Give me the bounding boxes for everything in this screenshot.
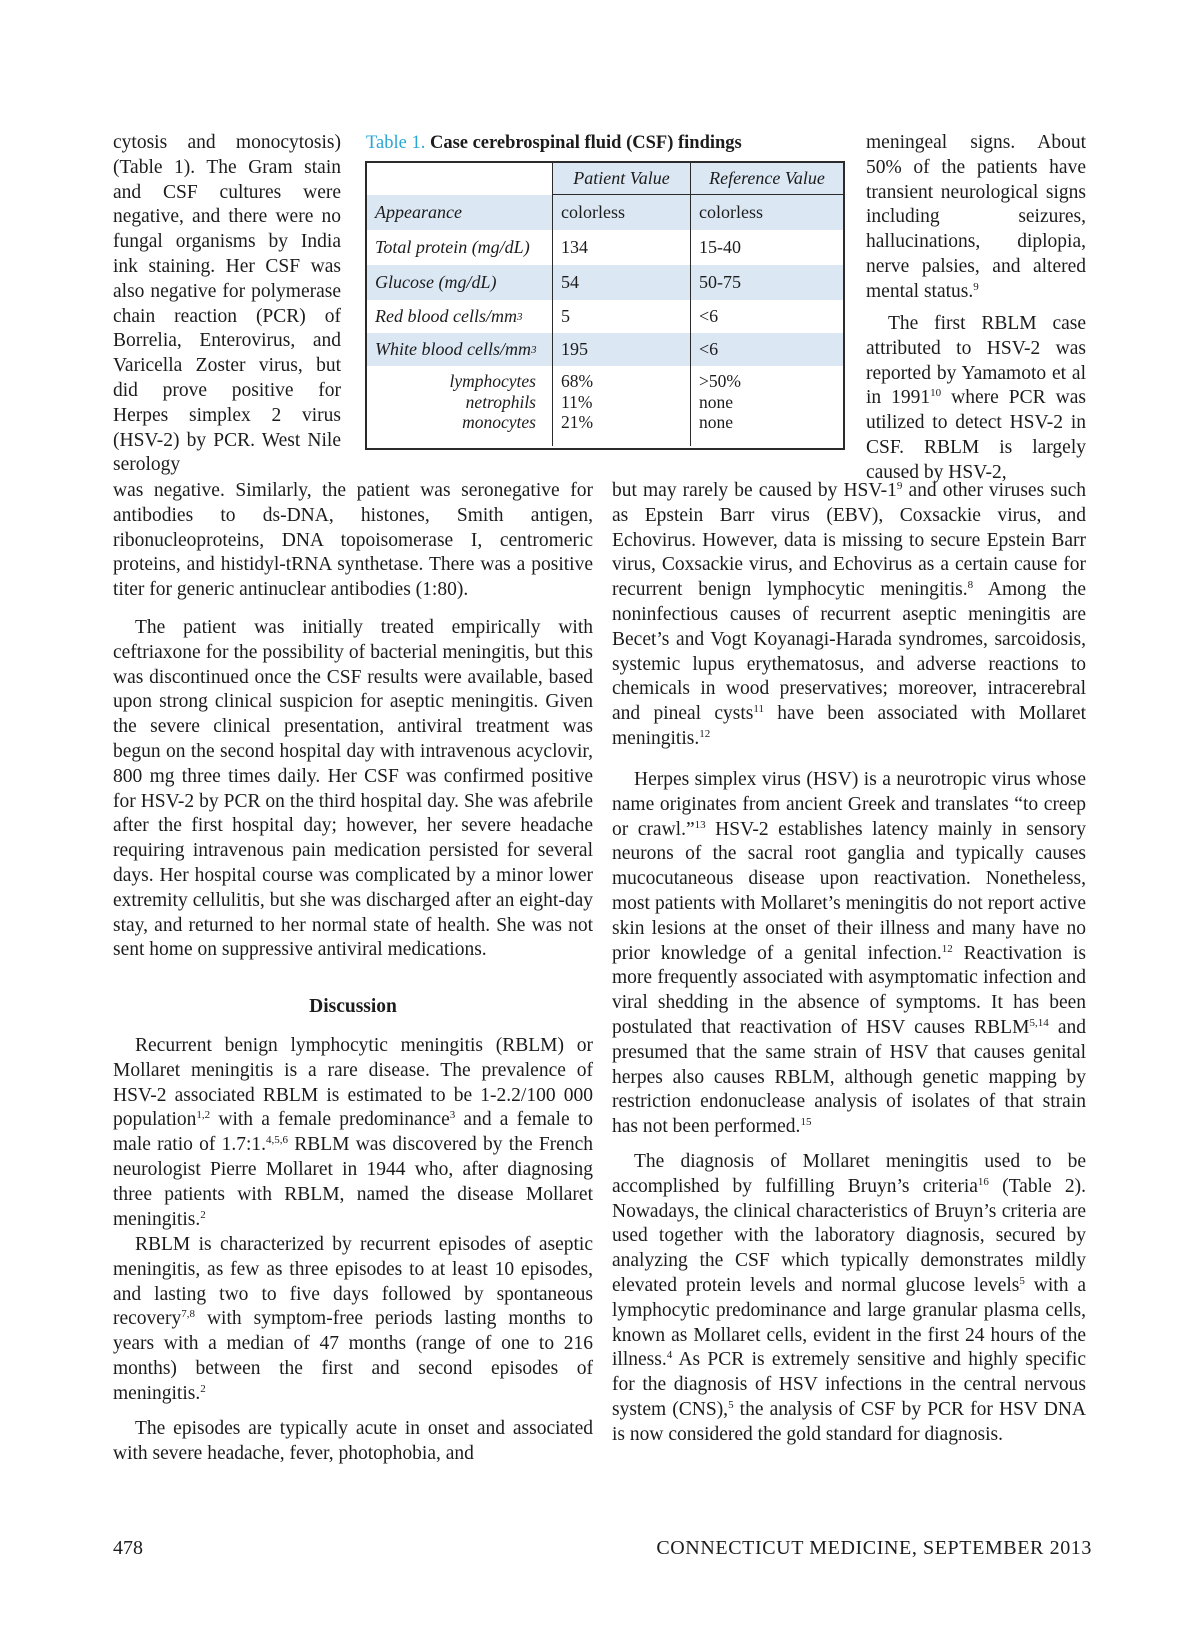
page-number: 478 [113, 1537, 143, 1559]
subrow-label: monocytes [462, 412, 536, 432]
table-row [367, 195, 843, 230]
row-label: Glucose (mg/dL) [375, 272, 497, 292]
subrow-patient: 11% [561, 391, 593, 412]
left-intro-wide: was negative. Similarly, the patient was seronegative for antibodies to ds-DNA, histones, Smith antigen, ribonucleoproteins, DNA topoisomerase I, centromeric proteins, and histidyl-tRNA synthetase. There was a positive titer for generic antinuclear antibodies (1:80). [113, 480, 593, 601]
row-patient: 134 [552, 230, 690, 265]
table-row [367, 230, 843, 265]
table-subrows [367, 366, 843, 446]
hsv-paragraph: Herpes simplex virus (HSV) is a neurotropic virus whose name originates from ancient Greek and translates “to creep or crawl.”$^{13}$ HSV-2 establishes latency mainly in sensory neurons of the sacral root ganglia and typically causes mucocutaneous disease upon reactivation. Nonetheless, most patients with Mollaret’s meningitis do not report active skin lesions at the onset of their illness and many have no prior knowledge of a genital infection.$^{12}$ Reactivation is more frequently associated with asymptomatic infection and viral shedding in the absence of symptoms. It has been postulated that reactivation of HSV causes RBLM$^{5,14}$ and presumed that the same strain of HSV that causes genital herpes also causes RBLM, although genetic mapping by restriction endonuclease analysis of isolates of that strain has not been performed.$^{15}$ [612, 769, 1087, 1138]
row-label: Total protein (mg/dL) [375, 237, 530, 257]
header-reference-value: Reference Value [690, 163, 843, 195]
discussion-paragraph-1: Recurrent benign lymphocytic meningitis (RBLM) or Mollaret meningitis is a rare disease. The prevalence of HSV-2 associated RBLM is estimated to be 1-2.2/100 000 population$^{1,2}$ with a female predominance$^3$ and a female to male ratio of 1.7:1.$^{4,5,6}$ RBLM was discovered by the French neurologist Pierre Mollaret in 1944 who, after diagnosing three patients with RBLM, named the disease Mollaret meningitis.$^2$ [113, 1035, 593, 1230]
diagnosis-paragraph: The diagnosis of Mollaret meningitis used to be accomplished by fulfilling Bruyn’s criteria$^{16}$ (Table 2). Nowadays, the clinical characteristics of Bruyn’s criteria are used together with the laboratory diagnosis, secured by analyzing the CSF which typically demonstrates mildly elevated protein levels and normal glucose levels$^5$ with a lymphocytic predominance and large granular plasma cells, known as Mollaret cells, evident in the first 24 hours of the illness.$^4$ As PCR is extremely sensitive and highly specific for the diagnosis of HSV infections in the central nervous system (CNS),$^5$ the analysis of CSF by PCR for HSV DNA is now considered the gold standard for diagnosis. [612, 1151, 1086, 1445]
subrow-patient: 21% [561, 412, 594, 432]
row-label: Appearance [375, 202, 462, 222]
header-empty-cell [367, 163, 552, 195]
table-title: Case cerebrospinal fluid (CSF) findings [425, 133, 742, 153]
discussion-paragraph-2: RBLM is characterized by recurrent episodes of aseptic meningitis, as few as three episodes to at least 10 episodes, and lasting two to five days followed by spontaneous recovery$^{7,8}$ with symptom-free periods lasting months to years with a median of 47 months (range of one to 216 months) between the first and second episodes of meningitis.$^2$ [113, 1234, 593, 1404]
row-reference: <6 [690, 333, 843, 366]
row-label: White blood cells/mm 3 [375, 339, 537, 359]
row-patient: colorless [552, 195, 690, 230]
discussion-paragraph-3: The episodes are typically acute in onset and associated with severe headache, fever, photophobia, and [113, 1418, 593, 1464]
subrow-reference: >50% [699, 371, 741, 391]
subrow-reference: none [699, 412, 734, 432]
row-patient: 5 [552, 300, 690, 333]
row-patient: 195 [552, 333, 690, 366]
row-reference: colorless [690, 195, 843, 230]
discussion-heading: Discussion [309, 996, 397, 1017]
header-patient-value: Patient Value [552, 163, 690, 195]
right-top-paragraph-1: meningeal signs. About 50% of the patients have transient neurological signs including seizures, hallucinations, diplopia, nerve palsies, and altered mental status.$^9$ [866, 132, 1086, 302]
table-caption [366, 133, 836, 154]
row-label: Red blood cells/mm 3 [375, 306, 523, 326]
journal-footer: CONNECTICUT MEDICINE, SEPTEMBER 2013 [656, 1537, 1092, 1559]
table-row [367, 265, 843, 300]
subrow-label: netrophils [465, 391, 536, 412]
right-continuation-paragraph: but may rarely be caused by HSV-$1^9$ and other viruses such as Epstein Barr virus (EBV), Coxsackie virus, and Echovirus. However, data is missing to secure Epstein Barr virus, Coxsackie virus, and Echovirus as a certain cause for recurrent benign lymphocytic meningitis.$^8$ Among the noninfectious causes of recurrent aseptic meningitis are Becet’s and Vogt Koyanagi-Harada syndromes, sarcoidosis, systemic lupus erythematosus, and adverse reactions to chemicals in wood preservatives; moreover, intracerebral and pineal cysts$^{11}$ have been associated with Mollaret meningitis.$^{12}$ [612, 480, 1087, 749]
subrow-labels [367, 366, 552, 446]
subrow-reference-values [690, 366, 843, 446]
csf-findings-table [365, 161, 845, 450]
table-row [367, 333, 843, 366]
treatment-paragraph: The patient was initially treated empirically with ceftriaxone for the possibility of bacterial meningitis, but this was discontinued once the CSF results were available, based upon strong clinical suspicion for aseptic meningitis. Given the severe clinical presentation, antiviral treatment was begun on the second hospital day with intravenous acyclovir, 800 mg three times daily. Her CSF was confirmed positive for HSV-2 by PCR on the third hospital day. She was afebrile after the first hospital day; however, her severe headache requiring intravenous pain medication persisted for several days. Her hospital course was complicated by a minor lower extremity cellulitis, but she was discharged after an eight-day stay, and returned to her normal state of health. She was not sent home on suppressive antiviral medications. [113, 617, 593, 961]
table-row [367, 300, 843, 333]
subrow-patient: 68% [561, 371, 594, 391]
row-reference: <6 [690, 300, 843, 333]
subrow-reference: none [699, 391, 734, 412]
table-header-row [367, 163, 843, 195]
right-top-paragraph-2: The first RBLM case attributed to HSV-2 was reported by Yamamoto et al in 1991$^{10}$ where PCR was utilized to detect HSV-2 in CSF. RBLM is largely caused by HSV-2, [866, 313, 1086, 483]
left-intro-narrow: cytosis and monocytosis) (Table 1). The Gram stain and CSF cultures were negative, and there were no fungal organisms by India ink staining. Her CSF was also negative for polymerase chain reaction (PCR) of Borrelia, Enterovirus, and Varicella Zoster virus, but did prove positive for Herpes simplex 2 virus (HSV-2) by PCR. West Nile serology [113, 132, 341, 476]
subrow-patient-values [552, 366, 690, 446]
table-label: Table 1. [366, 133, 426, 153]
row-patient: 54 [552, 265, 690, 300]
row-reference: 50-75 [690, 265, 843, 300]
subrow-label: lymphocytes [449, 371, 536, 391]
row-reference: 15-40 [690, 230, 843, 265]
